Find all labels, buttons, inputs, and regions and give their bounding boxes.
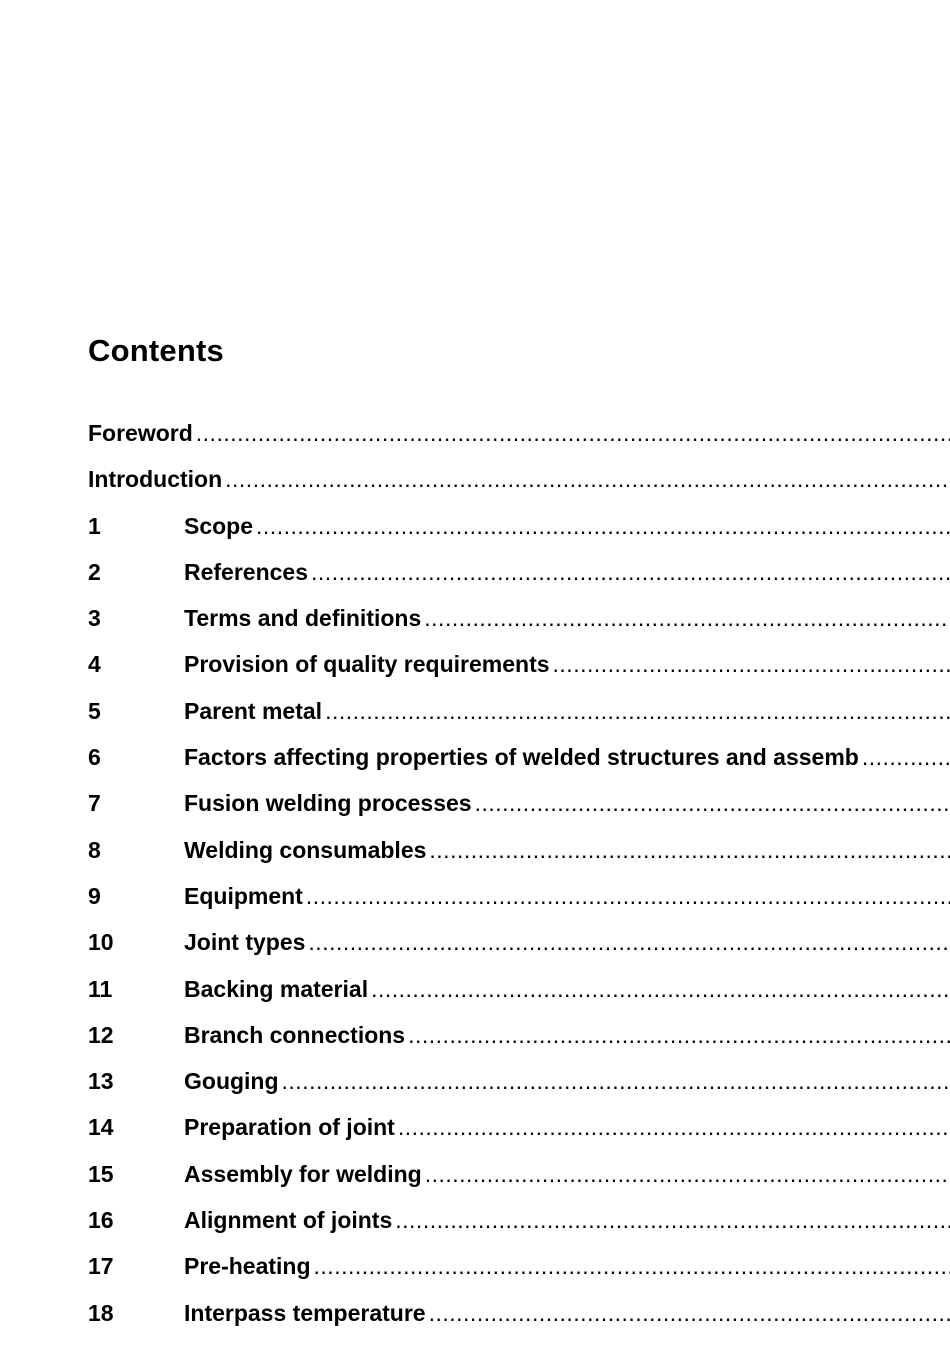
toc-dot-leader [279, 1068, 950, 1095]
toc-label: Preparation of joint [184, 1114, 395, 1141]
toc-number: 12 [88, 1021, 114, 1048]
toc-entry-alignment-of-joints[interactable] [88, 1207, 950, 1253]
toc-dot-leader [550, 651, 950, 678]
toc-entry-scope[interactable] [88, 513, 950, 559]
toc-dot-leader [305, 929, 950, 956]
toc-label: Branch connections [184, 1021, 406, 1048]
toc-label: Welding consumables [184, 836, 427, 863]
toc-number: 3 [88, 605, 101, 632]
toc-label: Gouging [184, 1068, 279, 1095]
toc-entry-terms-and-definitions[interactable] [88, 605, 950, 651]
toc-number: 10 [88, 929, 114, 956]
toc-number: 5 [88, 697, 101, 724]
toc-dot-leader [472, 790, 950, 817]
toc-label: Terms and definitions [184, 605, 422, 632]
toc-entry-branch-connections[interactable] [88, 1022, 950, 1068]
toc-dot-leader [308, 559, 950, 586]
toc-label: Scope [184, 512, 254, 539]
toc-dot-leader [426, 837, 950, 864]
toc-number: 13 [88, 1068, 114, 1095]
toc-number: 7 [88, 790, 101, 817]
toc-dot-leader [193, 420, 950, 447]
toc-label: Assembly for welding [184, 1160, 422, 1187]
toc-entry-preparation-of-joint[interactable] [88, 1114, 950, 1160]
toc-entry-backing-material[interactable] [88, 976, 950, 1022]
toc-entry-factors-affecting-properties[interactable] [88, 744, 950, 790]
toc-label: Equipment [184, 882, 303, 909]
table-of-contents [88, 420, 950, 1345]
toc-label: Introduction [88, 466, 223, 493]
toc-dot-leader [395, 1114, 950, 1141]
toc-dot-leader [421, 605, 950, 632]
toc-label: Provision of quality requirements [184, 651, 550, 678]
toc-entry-joint-types[interactable] [88, 929, 950, 975]
toc-dot-leader [422, 1161, 950, 1188]
toc-dot-leader [368, 976, 950, 1003]
toc-entry-welding-consumables[interactable] [88, 837, 950, 883]
toc-entry-assembly-for-welding[interactable] [88, 1161, 950, 1207]
toc-dot-leader [311, 1253, 950, 1280]
toc-number: 18 [88, 1299, 114, 1326]
toc-label: Fusion welding processes [184, 790, 472, 817]
toc-dot-leader [859, 744, 950, 771]
toc-number: 17 [88, 1253, 114, 1280]
toc-label: Foreword [88, 420, 193, 446]
toc-number: 4 [88, 651, 101, 678]
toc-number: 16 [88, 1207, 114, 1234]
toc-entry-gouging[interactable] [88, 1068, 950, 1114]
toc-label: Factors affecting properties of welded structures and assemb [184, 744, 859, 771]
toc-entry-provision-of-quality-requirements[interactable] [88, 651, 950, 697]
toc-label: Pre-heating [184, 1253, 311, 1280]
toc-dot-leader [392, 1207, 950, 1234]
toc-number: 6 [88, 744, 101, 771]
toc-entry-equipment[interactable] [88, 883, 950, 929]
toc-number: 1 [88, 512, 101, 539]
toc-dot-leader [426, 1300, 950, 1327]
toc-entry-pre-heating[interactable] [88, 1253, 950, 1299]
toc-entry-parent-metal[interactable] [88, 698, 950, 744]
toc-label: Alignment of joints [184, 1207, 393, 1234]
toc-entry-interpass-temperature[interactable] [88, 1300, 950, 1345]
toc-dot-leader [405, 1022, 950, 1049]
toc-number: 9 [88, 882, 101, 909]
toc-label: References [184, 558, 309, 585]
toc-entry-foreword[interactable] [88, 420, 950, 466]
toc-label: Joint types [184, 929, 306, 956]
toc-label: Backing material [184, 975, 369, 1002]
toc-number: 11 [88, 975, 113, 1002]
toc-label: Interpass temperature [184, 1299, 426, 1326]
toc-dot-leader [253, 513, 950, 540]
toc-entry-introduction[interactable] [88, 466, 950, 512]
toc-dot-leader [303, 883, 950, 910]
page-title: Contents [88, 333, 224, 368]
toc-entry-references[interactable] [88, 559, 950, 605]
toc-number: 15 [88, 1160, 114, 1187]
toc-number: 8 [88, 836, 101, 863]
toc-entry-fusion-welding-processes[interactable] [88, 790, 950, 836]
toc-dot-leader [222, 466, 950, 493]
toc-dot-leader [322, 698, 950, 725]
toc-label: Parent metal [184, 697, 323, 724]
toc-number: 2 [88, 558, 101, 585]
toc-number: 14 [88, 1114, 114, 1141]
